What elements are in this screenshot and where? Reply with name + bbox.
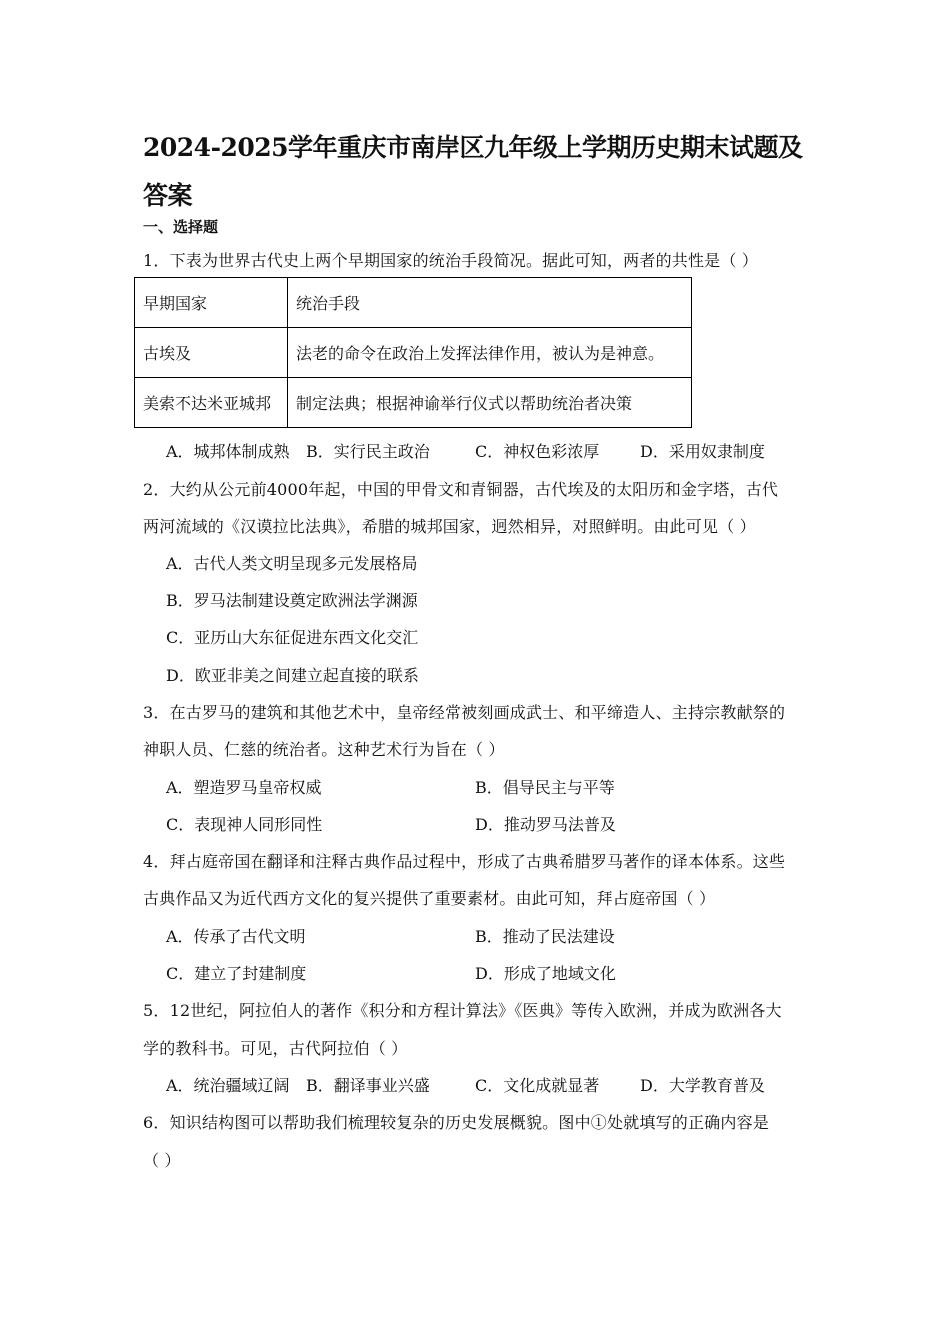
q2-option-d: D．欧亚非美之间建立起直接的联系 — [166, 666, 419, 685]
table-row — [135, 378, 692, 428]
q1-option-a: A．城邦体制成熟 — [166, 442, 290, 461]
q5-option-c: C．文化成就显著 — [475, 1076, 600, 1095]
q4-option-b: B．推动了民法建设 — [475, 927, 615, 946]
q5-option-d: D．大学教育普及 — [640, 1076, 765, 1095]
table-cell: 制定法典；根据神谕举行仪式以帮助统治者决策 — [288, 378, 692, 428]
q2-stem-line-2: 两河流域的《汉谟拉比法典》，希腊的城邦国家，迥然相异，对照鲜明。由此可见（ ） — [143, 517, 756, 536]
table-cell: 美索不达米亚城邦 — [135, 378, 288, 428]
q1-option-b: B．实行民主政治 — [306, 442, 430, 461]
table-cell: 古埃及 — [135, 328, 288, 378]
q4-stem-line-2: 古典作品又为近代西方文化的复兴提供了重要素材。由此可知，拜占庭帝国（ ） — [143, 889, 716, 908]
q1-option-c: C．神权色彩浓厚 — [475, 442, 600, 461]
table-cell: 早期国家 — [135, 278, 288, 328]
q3-option-b: B．倡导民主与平等 — [475, 778, 615, 797]
page-title: 2024-2025学年重庆市南岸区九年级上学期历史期末试题及答案 — [143, 133, 803, 210]
q2-option-b: B．罗马法制建设奠定欧洲法学渊源 — [166, 591, 418, 610]
table-cell: 统治手段 — [288, 278, 692, 328]
q3-stem-line-1: 3．在古罗马的建筑和其他艺术中，皇帝经常被刻画成武士、和平缔造人、主持宗教献祭的 — [143, 703, 786, 722]
q2-stem-line-1: 2．大约从公元前4000年起，中国的甲骨文和青铜器，古代埃及的太阳历和金字塔，古代 — [143, 480, 779, 499]
table-row — [135, 278, 692, 328]
q1-option-d: D．采用奴隶制度 — [640, 442, 765, 461]
q5-stem-line-2: 学的教科书。可见，古代阿拉伯（ ） — [143, 1039, 408, 1058]
q4-option-d: D．形成了地域文化 — [475, 964, 616, 983]
q6-stem-line-2: （ ） — [143, 1151, 181, 1170]
table-row — [135, 328, 692, 378]
q5-stem-line-1: 5．12世纪，阿拉伯人的著作《积分和方程计算法》《医典》等传入欧洲，并成为欧洲各大 — [143, 1001, 782, 1020]
q6-stem-line-1: 6．知识结构图可以帮助我们梳理较复杂的历史发展概貌。图中①处就填写的正确内容是 — [143, 1113, 769, 1132]
q3-stem-line-2: 神职人员、仁慈的统治者。这种艺术行为旨在（ ） — [143, 740, 505, 759]
table-cell: 法老的命令在政治上发挥法律作用，被认为是神意。 — [288, 328, 692, 378]
section-heading: 一、选择题 — [143, 218, 219, 236]
q2-option-c: C．亚历山大东征促进东西文化交汇 — [166, 628, 419, 647]
q3-option-a: A．塑造罗马皇帝权威 — [166, 778, 322, 797]
q1-stem: 1．下表为世界古代史上两个早期国家的统治手段简况。据此可知，两者的共性是（ ） — [143, 251, 759, 270]
q4-option-a: A．传承了古代文明 — [166, 927, 306, 946]
q4-stem-line-1: 4．拜占庭帝国在翻译和注释古典作品过程中，形成了古典希腊罗马著作的译本体系。这些 — [143, 852, 786, 871]
q5-option-b: B．翻译事业兴盛 — [306, 1076, 430, 1095]
q1-table — [134, 277, 692, 428]
q3-option-c: C．表现神人同形同性 — [166, 815, 323, 834]
q3-option-d: D．推动罗马法普及 — [475, 815, 616, 834]
q5-option-a: A．统治疆域辽阔 — [166, 1076, 290, 1095]
q2-option-a: A．古代人类文明呈现多元发展格局 — [166, 554, 418, 573]
q4-option-c: C．建立了封建制度 — [166, 964, 307, 983]
